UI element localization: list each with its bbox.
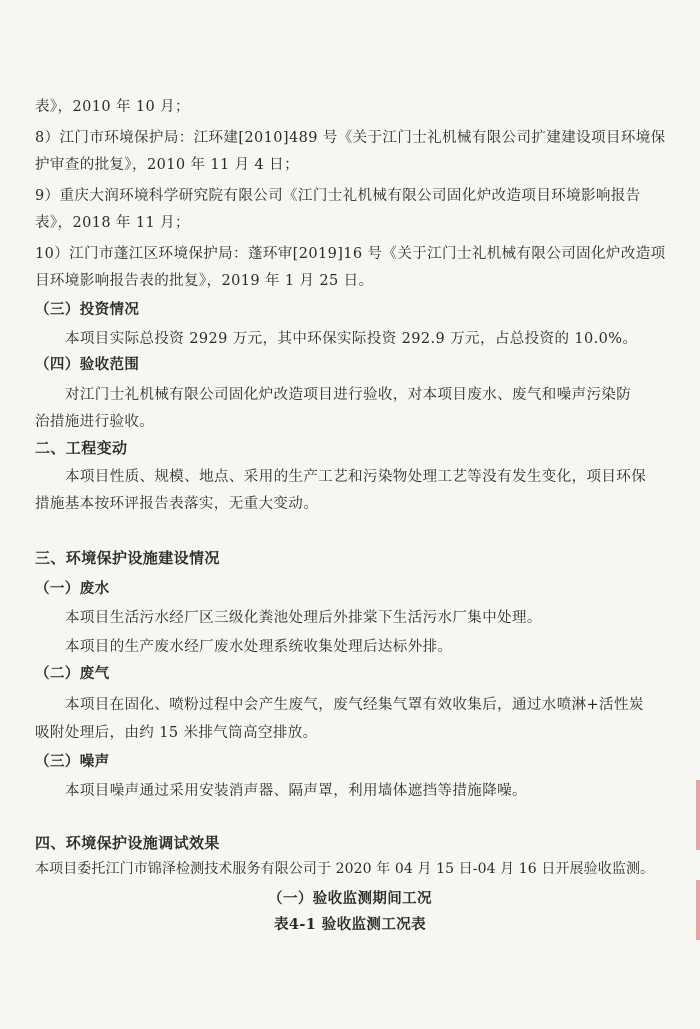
investment-heading: （三）投资情况 (35, 301, 140, 318)
investment-text: 本项目实际总投资 2929 万元，其中环保实际投资 292.9 万元，占总投资的 10.0%。 (65, 331, 638, 347)
scope-heading: （四）验收范围 (35, 356, 140, 373)
seal-edge-mark-lower (696, 880, 700, 940)
wastewater-text-2: 本项目的生产废水经厂废水处理系统收集处理后达标外排。 (65, 639, 453, 655)
reference-item-10-cont: 目环境影响报告表的批复》，2019 年 1 月 25 日。 (35, 273, 374, 289)
table-caption: 表4-1 验收监测工况表 (273, 916, 427, 933)
reference-item-8: 8）江门市环境保护局：江环建[2010]489 号《关于江门士礼机械有限公司扩建建设项目环境保 (35, 130, 666, 146)
seal-edge-mark (696, 780, 700, 850)
reference-item-9-cont: 表》，2018 年 11 月； (35, 215, 190, 231)
monitoring-conditions-subheading: （一）验收监测期间工况 (268, 890, 432, 907)
noise-heading: （三）噪声 (35, 753, 110, 770)
noise-text: 本项目噪声通过采用安装消声器、隔声罩，利用墙体遮挡等措施降噪。 (65, 783, 527, 799)
changes-text: 本项目性质、规模、地点、采用的生产工艺和污染物处理工艺等没有发生变化，项目环保 (65, 469, 647, 485)
wastewater-heading: （一）废水 (35, 580, 110, 597)
scope-text: 对江门士礼机械有限公司固化炉改造项目进行验收，对本项目废水、废气和噪声污染防 (65, 387, 632, 403)
changes-heading: 二、工程变动 (35, 439, 128, 457)
exhaust-heading: （二）废气 (35, 665, 110, 682)
reference-item-10: 10）江门市蓬江区环境保护局：蓬环审[2019]16 号《关于江门士礼机械有限公司固化炉改造项 (35, 246, 666, 262)
reference-item-8-cont: 护审查的批复》，2010 年 11 月 4 日； (35, 157, 299, 173)
reference-line-1: 表》，2010 年 10 月； (35, 99, 190, 115)
exhaust-text-cont: 吸附处理后，由约 15 米排气筒高空排放。 (35, 725, 318, 741)
testing-text: 本项目委托江门市锦泽检测技术服务有限公司于 2020 年 04 月 15 日-04 月 16 日开展验收监测。 (35, 861, 655, 877)
scope-text-cont: 治措施进行验收。 (35, 414, 155, 430)
reference-item-9: 9）重庆大润环境科学研究院有限公司《江门士礼机械有限公司固化炉改造项目环境影响报告 (35, 188, 641, 204)
exhaust-text: 本项目在固化、喷粉过程中会产生废气，废气经集气罩有效收集后，通过水喷淋+活性炭 (65, 697, 644, 713)
changes-text-cont: 措施基本按环评报告表落实，无重大变动。 (35, 496, 319, 512)
wastewater-text-1: 本项目生活污水经厂区三级化粪池处理后外排棠下生活污水厂集中处理。 (65, 610, 542, 626)
testing-heading: 四、环境保护设施调试效果 (35, 834, 220, 852)
facilities-heading: 三、环境保护设施建设情况 (35, 549, 220, 567)
